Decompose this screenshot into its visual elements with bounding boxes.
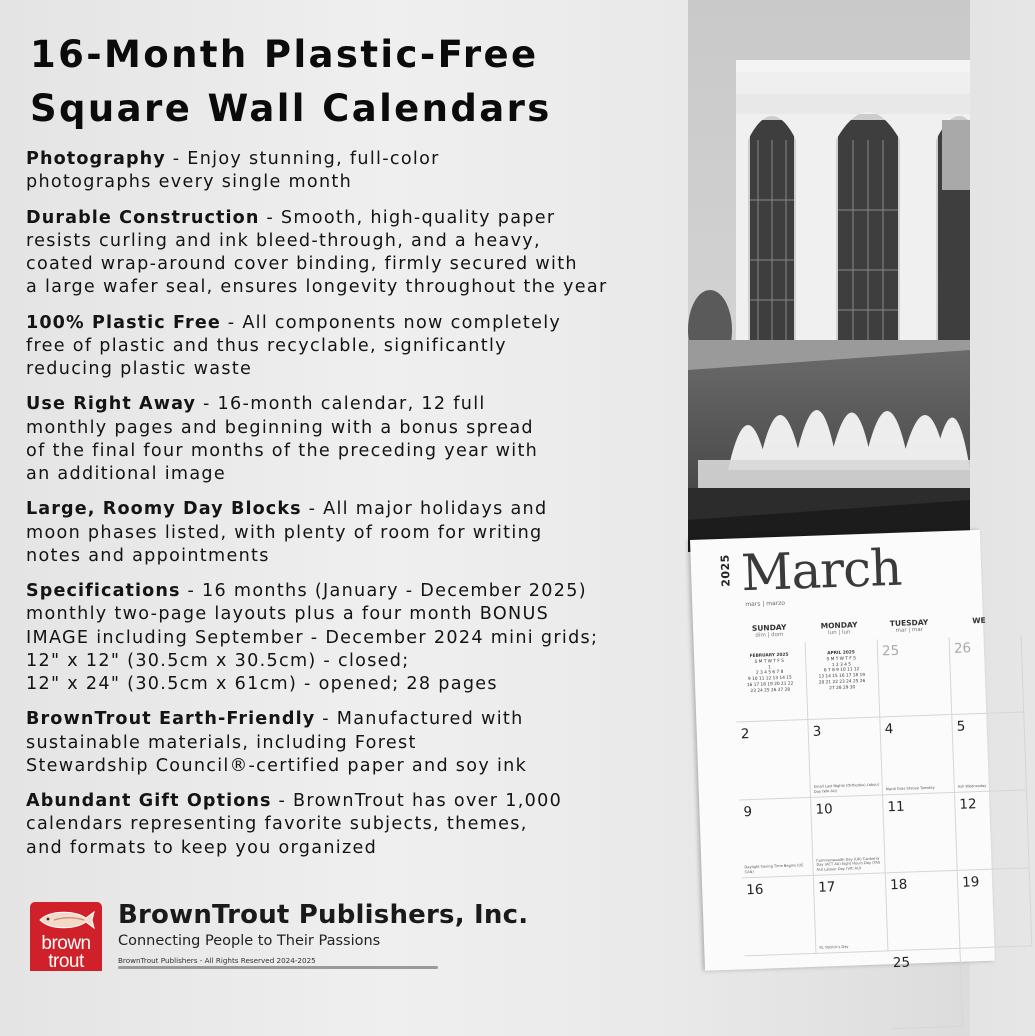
feature-text-line: an additional image — [26, 464, 226, 484]
holiday-note: Small Last Nights (Orthodox) Labour Day (WA AU) — [813, 782, 880, 794]
weekday-translation: lun | lun — [828, 629, 851, 637]
calendar-day-cell — [808, 717, 883, 797]
calendar-day-cell — [811, 795, 886, 875]
publisher-footer — [30, 900, 680, 971]
holiday-note: Commonwealth Day (UK) Canberra Day (ACT AU) Eight Hours Day (TAS AU) Labour Day (VIC AU) — [816, 856, 881, 872]
calendar-day-cell — [880, 715, 955, 795]
day-number: 3 — [812, 723, 822, 740]
calendar-day-cell — [955, 790, 1030, 870]
mini-month-week: 20 21 22 23 24 25 26 — [818, 678, 866, 686]
day-number: 5 — [956, 718, 966, 735]
calendar-day-cell — [806, 640, 881, 720]
feature-heading: Use Right Away — [26, 394, 197, 415]
browntrout-logo — [30, 902, 102, 971]
feature-text-line: resists curling and ink bleed-through, and a heavy, — [26, 230, 541, 251]
mini-month-week: 1 — [768, 664, 771, 670]
feature-item — [26, 498, 686, 568]
title-line-2: Square Wall Calendars — [30, 87, 552, 130]
feature-text: - Smooth, high-quality paper — [259, 207, 556, 228]
mini-month-calendar — [812, 650, 871, 693]
feature-first-line — [26, 207, 686, 230]
feature-item — [26, 148, 686, 194]
feature-text-line: 12" x 12" (30.5cm x 30.5cm) - closed; — [26, 650, 410, 671]
mini-month-week: 13 14 15 16 17 18 19 — [818, 673, 866, 680]
feature-heading: Specifications — [26, 581, 181, 602]
feature-text-line: sustainable materials, including Forest — [26, 732, 417, 753]
feature-heading: Abundant Gift Options — [26, 791, 272, 812]
building-fountain-photo — [688, 0, 970, 552]
calendar-day-cell — [950, 634, 1025, 714]
weekday-translation: dim | dom — [755, 631, 784, 639]
weekday-translation: mar | mar — [895, 626, 924, 634]
calendar-day-cell — [734, 642, 809, 722]
feature-item — [26, 393, 686, 486]
company-tagline: Connecting People to Their Passions — [118, 933, 381, 949]
calendar-day-cell — [814, 873, 889, 953]
feature-item — [26, 312, 686, 382]
feature-heading: Durable Construction — [26, 207, 260, 228]
mini-month-week: 23 24 25 26 27 28 — [750, 687, 791, 694]
mini-month-week: 2 3 4 5 6 7 8 — [755, 670, 784, 677]
holiday-note: Ash Wednesday — [957, 783, 987, 789]
mini-month-week: 1 2 3 4 5 — [831, 662, 852, 668]
calendar-day-cell — [883, 793, 958, 873]
weekday-name: WE — [972, 615, 986, 626]
title-line-1: 16-Month Plastic-Free — [30, 33, 539, 76]
mini-month-title: APRIL 2025 — [827, 650, 855, 657]
feature-text: - All components now completely — [220, 312, 562, 333]
day-number: 25 — [892, 954, 911, 972]
feature-text-line: free of plastic and thus recyclable, significantly — [26, 335, 507, 356]
day-number: 2 — [740, 726, 750, 743]
feature-first-line — [26, 580, 686, 603]
weekday-name: MONDAY — [820, 620, 858, 631]
copyright-text: BrownTrout Publishers - All Rights Reserved 2024-2025 — [118, 956, 316, 965]
calendar-day-cell — [739, 798, 814, 878]
feature-text-line: reducing plastic waste — [26, 359, 253, 379]
mini-month-week: 6 7 8 9 10 11 12 — [823, 667, 860, 674]
feature-text-line: monthly pages and beginning with a bonus spread — [26, 417, 534, 438]
day-number: 10 — [815, 801, 833, 818]
day-number: 4 — [884, 721, 894, 738]
logo-text-trout: trout — [48, 951, 84, 972]
feature-first-line — [26, 393, 686, 416]
page-title — [30, 28, 552, 136]
feature-item — [26, 790, 686, 860]
feature-item — [26, 708, 686, 778]
day-number: 16 — [745, 881, 764, 899]
day-number: 17 — [817, 879, 836, 896]
feature-first-line — [26, 498, 686, 521]
feature-first-line — [26, 790, 686, 813]
copyright-line-cropped — [118, 966, 458, 971]
feature-text: - Manufactured with — [315, 709, 524, 730]
feature-first-line — [26, 312, 686, 335]
feature-text-line: IMAGE including September - December 2024 mini grids; — [26, 627, 599, 648]
mini-month-week: 27 28 29 30 — [829, 685, 856, 692]
trout-fish-icon — [36, 908, 96, 932]
feature-first-line — [26, 148, 686, 171]
feature-text: - Enjoy stunning, full-color — [165, 149, 440, 169]
feature-text-line: photographs every single month — [26, 172, 353, 193]
calendar-product-image — [680, 0, 987, 972]
calendar-day-cell — [958, 868, 1033, 948]
feature-heading: Large, Roomy Day Blocks — [26, 499, 302, 520]
weekday-header — [943, 615, 1015, 627]
mini-month-calendar — [740, 652, 799, 695]
feature-text-line: of the final four months of the preceding year with — [26, 440, 539, 461]
holiday-note: Mardi Gras Shrove Tuesday — [885, 785, 935, 791]
feature-heading: BrownTrout Earth-Friendly — [26, 709, 316, 730]
day-number: 11 — [887, 798, 905, 816]
feature-text: - 16 months (January - December 2025) — [180, 581, 587, 602]
feature-text-line: calendars representing favorite subjects, themes, — [26, 814, 528, 835]
calendar-day-cell — [742, 876, 817, 956]
feature-text-line: coated wrap-around cover binding, firmly secured with — [26, 254, 578, 274]
calendar-month-translations: mars | marzo — [745, 599, 786, 609]
day-number: 25 — [881, 642, 900, 660]
feature-text-line: and formats to keep you organized — [26, 837, 378, 858]
feature-text-line: a large wafer seal, ensures longevity throughout the year — [26, 277, 608, 298]
weekday-header — [873, 617, 945, 635]
feature-item — [26, 207, 686, 300]
calendar-grid — [734, 635, 1006, 984]
mini-month-title: FEBRUARY 2025 — [749, 652, 789, 659]
weekday-header — [803, 620, 875, 638]
day-number: 9 — [743, 804, 753, 821]
weekday-name: TUESDAY — [889, 617, 929, 629]
calendar-day-cell — [952, 712, 1027, 792]
day-number: 19 — [961, 874, 980, 891]
day-number: 12 — [959, 796, 977, 813]
calendar-month: March — [740, 538, 903, 603]
feature-text-line: moon phases listed, with plenty of room for writing — [26, 522, 543, 543]
feature-text-line: 12" x 24" (30.5cm x 61cm) - opened; 28 pages — [26, 674, 498, 694]
feature-item — [26, 580, 686, 696]
feature-text: - All major holidays and — [301, 499, 548, 520]
calendar-day-cell — [888, 949, 963, 1029]
day-number: 18 — [889, 876, 908, 894]
feature-text-line: notes and appointments — [26, 545, 270, 566]
company-name: BrownTrout Publishers, Inc. — [118, 900, 529, 930]
holiday-note: Daylight Saving Time Begins (US CAN) — [744, 863, 804, 874]
feature-heading: 100% Plastic Free — [26, 312, 221, 333]
feature-heading: Photography — [26, 149, 166, 169]
feature-text: - 16-month calendar, 12 full — [196, 394, 486, 415]
mini-month-week: 9 10 11 12 13 14 15 — [747, 675, 792, 683]
feature-list — [26, 148, 686, 872]
mini-month-weekdays: S M T W T F S — [826, 656, 856, 663]
weekday-name: SUNDAY — [751, 622, 787, 633]
mini-month-week: 16 17 18 19 20 21 22 — [746, 681, 794, 689]
weekday-header — [733, 622, 805, 640]
calendar-day-cell — [878, 637, 953, 717]
feature-text-line: Stewardship Council®-certified paper and soy ink — [26, 755, 528, 776]
calendar-day-cell — [886, 871, 961, 951]
logo-text-brown: brown — [41, 933, 91, 954]
feature-text: - BrownTrout has over 1,000 — [271, 791, 563, 812]
calendar-year: 2025 — [718, 553, 733, 587]
day-number: 26 — [953, 640, 972, 657]
feature-first-line — [26, 708, 686, 731]
holiday-note: St. Patrick's Day — [819, 944, 849, 950]
feature-text-line: monthly two-page layouts plus a four month BONUS — [26, 604, 550, 625]
mini-month-weekdays: S M T W T F S — [754, 658, 785, 665]
calendar-day-cell — [736, 720, 811, 800]
calendar-page — [690, 530, 995, 971]
